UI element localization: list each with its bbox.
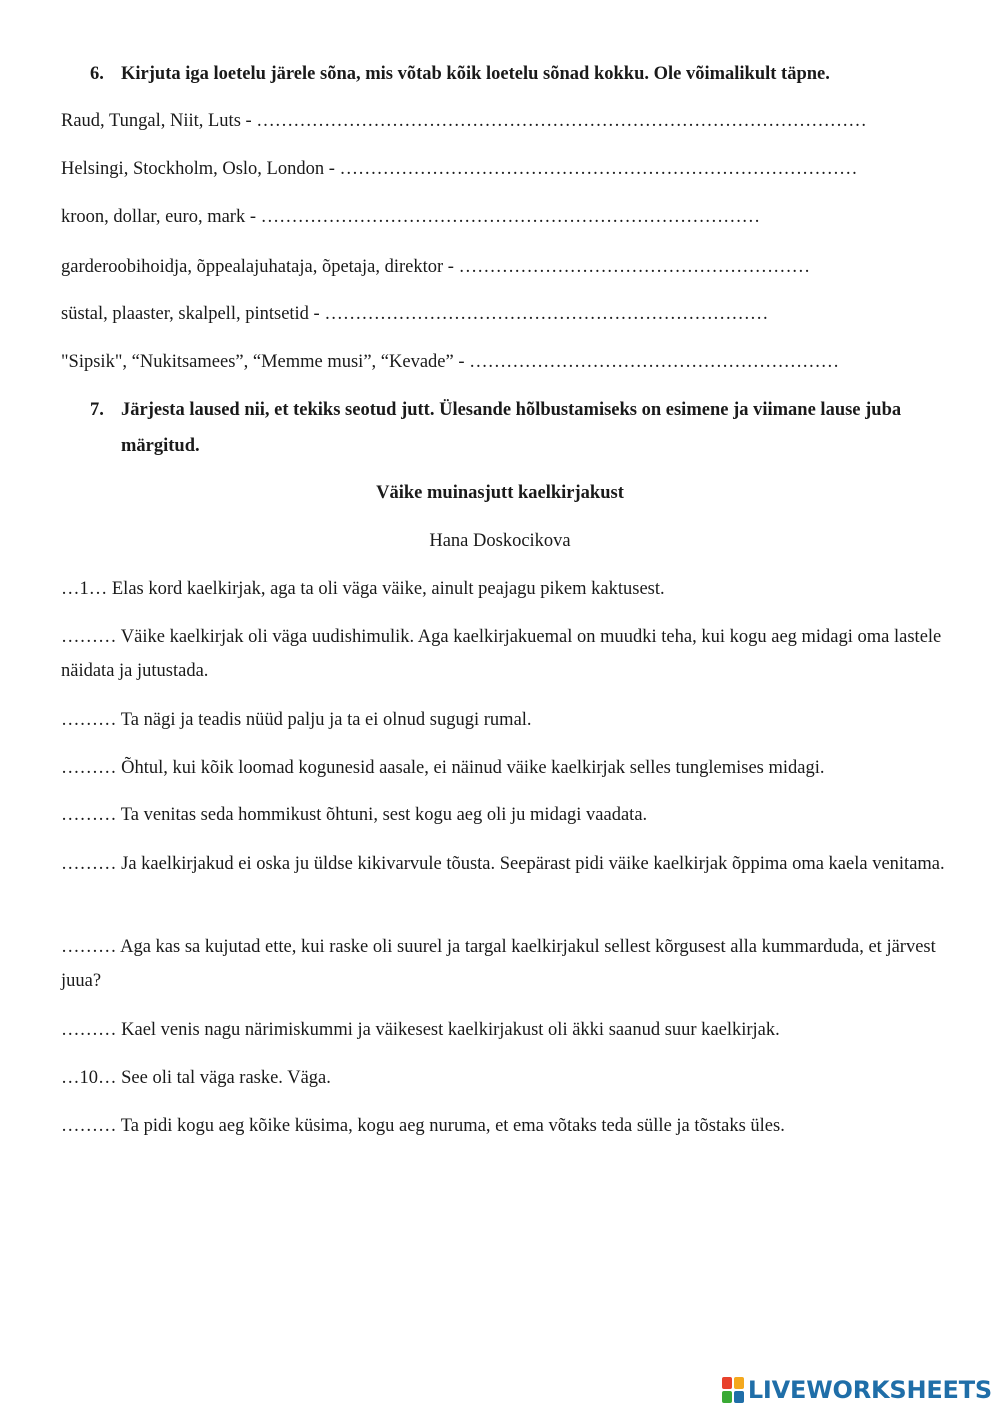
story-sentence-1: …1… Elas kord kaelkirjak, aga ta oli väga väike, ainult peajagu pikem kaktusest.: [61, 579, 665, 599]
story-sentence-5[interactable]: ……… Ta venitas seda hommikust õhtuni, sest kogu aeg oli ju midagi vaadata.: [61, 805, 648, 825]
list-line-2[interactable]: Helsingi, Stockholm, Oslo, London - …………………………………………………………………………: [61, 159, 858, 179]
list-line-5[interactable]: süstal, plaaster, skalpell, pintsetid - ………………………………………………………………: [61, 304, 769, 324]
list-line-6[interactable]: "Sipsik", “Nukitsamees”, “Memme musi”, “Kevade” - ……………………………………………………: [61, 352, 840, 372]
story-sentence-10[interactable]: ……… Ta pidi kogu aeg kõike küsima, kogu aeg nuruma, et ema võtaks teda sülle ja tõstaks üles.: [61, 1116, 785, 1136]
story-sentence-2[interactable]: ……… Väike kaelkirjak oli väga uudishimulik. Aga kaelkirjakuemal on muudki teha, kui kogu aeg midagi oma lastele näidata ja jutustada.: [61, 627, 942, 681]
story-sentence-3[interactable]: ……… Ta nägi ja teadis nüüd palju ja ta ei olnud sugugi rumal.: [61, 710, 532, 730]
story-sentence-6[interactable]: ……… Ja kaelkirjakud ei oska ju üldse kikivarvule tõusta. Seepärast pidi väike kaelkirjak õppima oma kaela venitama.: [61, 854, 945, 874]
task-7-number: 7.: [90, 400, 104, 420]
story-title: Väike muinasjutt kaelkirjakust: [376, 483, 624, 503]
story-sentence-8[interactable]: ……… Kael venis nagu närimiskummi ja väikesest kaelkirjakust oli äkki saanud suur kaelkirjak.: [61, 1020, 780, 1040]
logo-text: LIVEWORKSHEETS: [747, 1376, 992, 1404]
story-sentence-7[interactable]: ……… Aga kas sa kujutad ette, kui raske oli suurel ja targal kaelkirjakul sellest kõrgusest alla kummarduda, et järvest juua?: [61, 937, 936, 991]
task-6-instruction: Kirjuta iga loetelu järele sõna, mis võtab kõik loetelu sõnad kokku. Ole võimalikult täpne.: [121, 64, 830, 84]
logo-blocks-icon: [722, 1377, 744, 1403]
list-line-1[interactable]: Raud, Tungal, Niit, Luts - ………………………………………………………………………………………: [61, 111, 867, 131]
task-7-instruction: Järjesta laused nii, et tekiks seotud jutt. Ülesande hõlbustamiseks on esimene ja viimane lause juba märgitud.: [121, 400, 902, 456]
list-line-4[interactable]: garderoobihoidja, õppealajuhataja, õpetaja, direktor - …………………………………………………: [61, 257, 811, 277]
story-sentence-4[interactable]: ……… Õhtul, kui kõik loomad kogunesid aasale, ei näinud väike kaelkirjak selles tunglemises midagi.: [61, 758, 825, 778]
task-7-heading: [90, 392, 950, 464]
liveworksheets-logo: [722, 1375, 992, 1405]
story-sentence-9: …10… See oli tal väga raske. Väga.: [61, 1068, 331, 1088]
list-line-3[interactable]: kroon, dollar, euro, mark - ………………………………………………………………………: [61, 207, 761, 227]
task-6-heading: [90, 56, 950, 92]
task-6-number: 6.: [90, 64, 104, 84]
story-author: Hana Doskocikova: [429, 531, 571, 551]
